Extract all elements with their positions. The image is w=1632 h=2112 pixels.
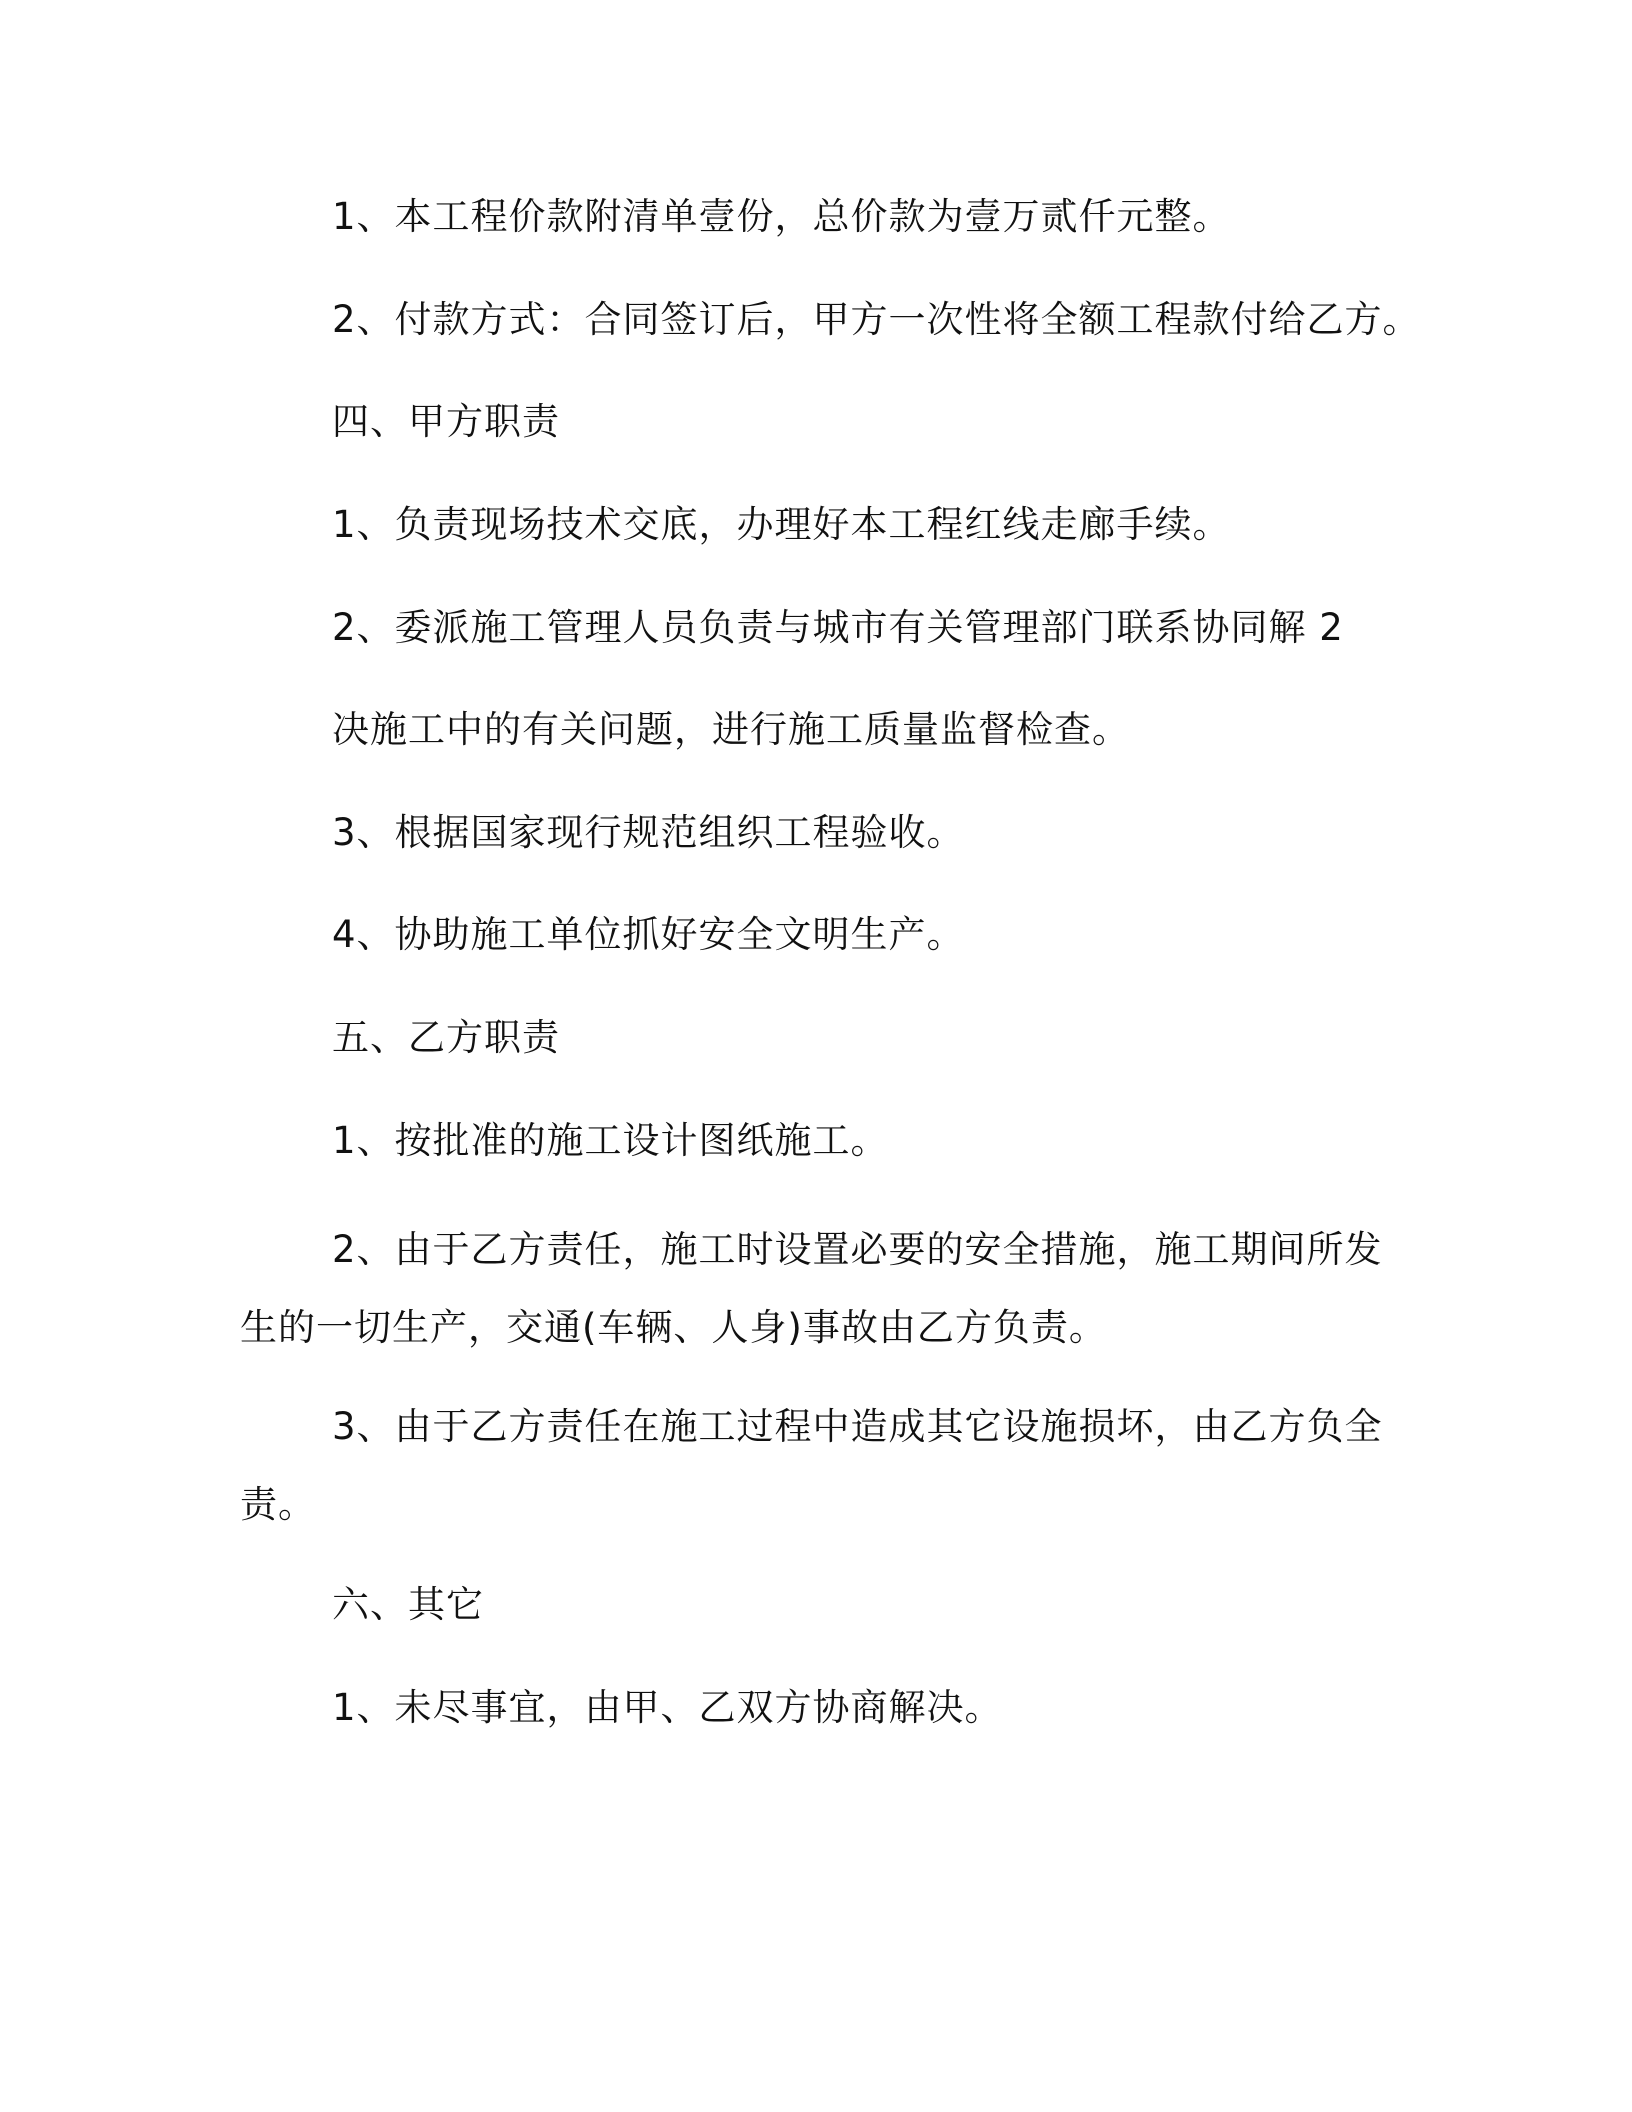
party-b-duty-1: 1、按批准的施工设计图纸施工。	[332, 1119, 889, 1162]
party-b-duty-3: 3、由于乙方责任在施工过程中造成其它设施损坏，由乙方负全	[332, 1405, 1383, 1448]
party-a-duty-2-continued: 决施工中的有关问题，进行施工质量监督检查。	[332, 708, 1130, 751]
party-b-duty-2-continued: 生的一切生产，交通(车辆、人身)事故由乙方负责。	[240, 1306, 1107, 1349]
party-a-duty-2: 2、委派施工管理人员负责与城市有关管理部门联系协同解 2	[332, 606, 1344, 649]
party-b-duty-3-continued: 责。	[240, 1483, 316, 1526]
clause-price-total: 1、本工程价款附清单壹份，总价款为壹万贰仟元整。	[332, 195, 1231, 238]
party-b-duty-2: 2、由于乙方责任，施工时设置必要的安全措施，施工期间所发	[332, 1228, 1383, 1271]
section-heading-party-a: 四、甲方职责	[332, 400, 560, 443]
section-heading-other: 六、其它	[332, 1583, 484, 1626]
party-a-duty-4: 4、协助施工单位抓好安全文明生产。	[332, 913, 965, 956]
clause-payment-method: 2、付款方式：合同签订后，甲方一次性将全额工程款付给乙方。	[332, 298, 1421, 341]
party-a-duty-3: 3、根据国家现行规范组织工程验收。	[332, 811, 965, 854]
other-clause-1: 1、未尽事宜，由甲、乙双方协商解决。	[332, 1686, 1003, 1729]
section-heading-party-b: 五、乙方职责	[332, 1016, 560, 1059]
party-a-duty-1: 1、负责现场技术交底，办理好本工程红线走廊手续。	[332, 503, 1231, 546]
